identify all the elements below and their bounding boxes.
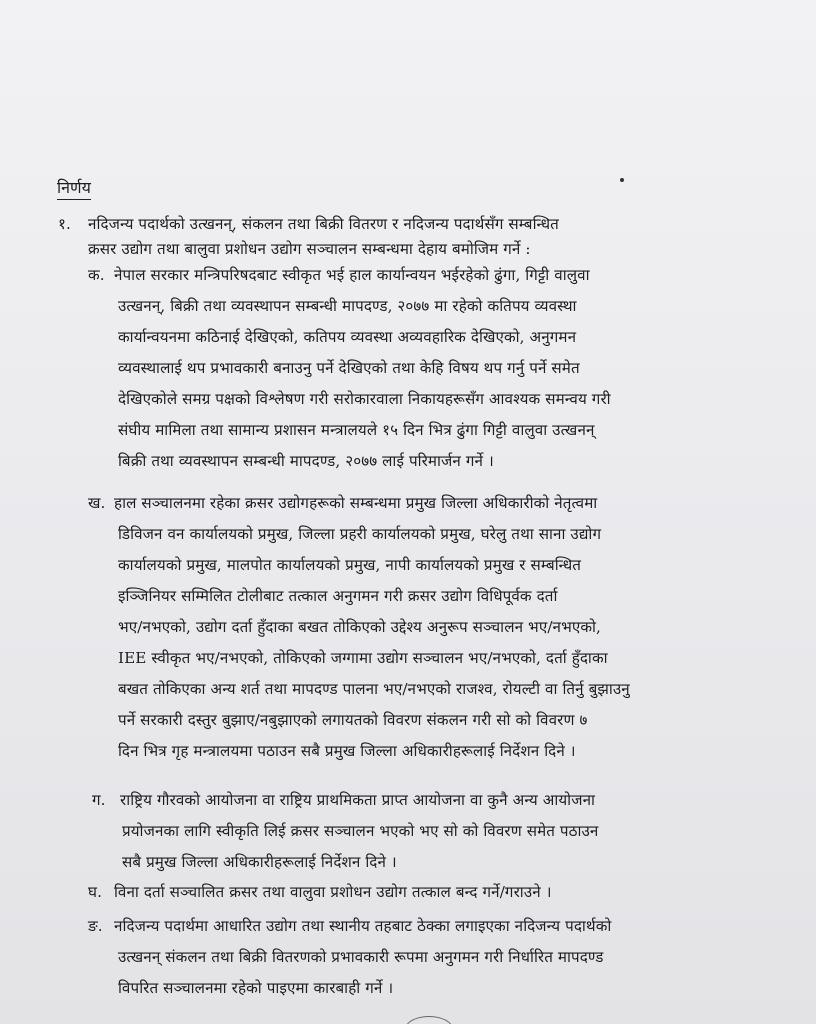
- sub-point-text-line: दिन भित्र गृह मन्त्रालयमा पठाउन सबै प्रमुख जिल्ला अधिकारीहरूलाई निर्देशन दिने ।: [118, 742, 576, 760]
- sub-point-text-line: डिविजन वन कार्यालयको प्रमुख, जिल्ला प्रहरी कार्यालयको प्रमुख, घरेलु तथा साना उद्योग: [118, 525, 602, 543]
- sub-point-text-line: उत्खनन्, बिक्री तथा व्यवस्थापन सम्बन्धी मापदण्ड, २०७७ मा रहेको कतिपय व्यवस्था: [118, 297, 577, 315]
- point-text-line: क्रसर उद्योग तथा बालुवा प्रशोधन उद्योग सञ्चालन सम्बन्धमा देहाय बमोजिम गर्ने :: [88, 240, 531, 258]
- sub-point-text-line: देखिएकोले समग्र पक्षको विश्लेषण गरी सरोकारवाला निकायहरूसँग आवश्यक समन्वय गरी: [118, 390, 611, 408]
- point-number: १.: [58, 215, 71, 233]
- sub-point-text-line: राष्ट्रिय गौरवको आयोजना वा राष्ट्रिय प्राथमिकता प्राप्त आयोजना वा कुनै अन्य आयोजना: [120, 791, 596, 809]
- sub-point-text-line: संघीय मामिला तथा सामान्य प्रशासन मन्त्रालयले १५ दिन भित्र ढुंगा गिट्टी वालुवा उत्खनन्: [118, 421, 595, 439]
- sub-point-text-line: विना दर्ता सञ्चालित क्रसर तथा वालुवा प्रशोधन उद्योग तत्काल बन्द गर्ने/गराउने ।: [114, 883, 552, 901]
- ink-dot: [620, 178, 624, 182]
- sub-point-text-line: पर्ने सरकारी दस्तुर बुझाए/नबुझाएको लगायतको विवरण संकलन गरी सो को विवरण ७: [118, 711, 588, 729]
- sub-point-label: क.: [88, 266, 105, 284]
- sub-point-text-line: नेपाल सरकार मन्त्रिपरिषदबाट स्वीकृत भई हाल कार्यान्वयन भईरहेको ढुंगा, गिट्टी वालुवा: [114, 266, 590, 284]
- sub-point-text-line: कार्यान्वयनमा कठिनाई देखिएको, कतिपय व्यवस्था अव्यवहारिक देखिएको, अनुगमन: [118, 328, 577, 346]
- sub-point-text-line: प्रयोजनका लागि स्वीकृति लिई क्रसर सञ्चालन भएको भए सो को विवरण समेत पठाउन: [122, 822, 599, 840]
- sub-point-text-line: भए/नभएको, उद्योग दर्ता हुँदाका बखत तोकिएको उद्देश्य अनुरूप सञ्चालन भए/नभएको,: [118, 618, 601, 636]
- point-text-line: नदिजन्य पदार्थको उत्खनन्, संकलन तथा बिक्री वितरण र नदिजन्य पदार्थसँग सम्बन्धित: [88, 215, 559, 233]
- sub-point-text-line: IEE स्वीकृत भए/नभएको, तोकिएको जग्गामा उद्योग सञ्चालन भए/नभएको, दर्ता हुँदाका: [118, 649, 608, 667]
- sub-point-label: घ.: [88, 883, 103, 901]
- sub-point-text-line: कार्यालयको प्रमुख, मालपोत कार्यालयको प्रमुख, नापी कार्यालयको प्रमुख र सम्बन्धित: [118, 556, 582, 574]
- sub-point-text-line: इञ्जिनियर सम्मिलित टोलीबाट तत्काल अनुगमन गरी क्रसर उद्योग विधिपूर्वक दर्ता: [118, 587, 558, 605]
- sub-point-text-line: विपरित सञ्चालनमा रहेको पाइएमा कारबाही गर्ने ।: [118, 979, 394, 997]
- sub-point-text-line: सबै प्रमुख जिल्ला अधिकारीहरूलाई निर्देशन दिने ।: [122, 853, 397, 871]
- sub-point-text-line: व्यवस्थालाई थप प्रभावकारी बनाउनु पर्ने देखिएको तथा केहि विषय थप गर्नु पर्ने समेत: [118, 359, 580, 377]
- sub-point-label: ग.: [92, 791, 106, 809]
- page-title: निर्णय: [57, 178, 91, 200]
- sub-point-label: ख.: [88, 494, 106, 512]
- sub-point-text-line: हाल सञ्चालनमा रहेका क्रसर उद्योगहरूको सम्बन्धमा प्रमुख जिल्ला अधिकारीको नेतृत्वमा: [114, 494, 598, 512]
- stamp-edge: [405, 1016, 453, 1024]
- sub-point-text-line: बिक्री तथा व्यवस्थापन सम्बन्धी मापदण्ड, २०७७ लाई परिमार्जन गर्ने ।: [118, 452, 494, 470]
- sub-point-text-line: बखत तोकिएका अन्य शर्त तथा मापदण्ड पालना भए/नभएको राजश्व, रोयल्टी वा तिर्नु बुझाउनु: [118, 680, 630, 698]
- sub-point-text-line: उत्खनन् संकलन तथा बिक्री वितरणको प्रभावकारी रूपमा अनुगमन गरी निर्धारित मापदण्ड: [118, 948, 604, 966]
- sub-point-text-line: नदिजन्य पदार्थमा आधारित उद्योग तथा स्थानीय तहबाट ठेक्का लगाइएका नदिजन्य पदार्थको: [114, 917, 612, 935]
- sub-point-label: ङ.: [88, 917, 103, 935]
